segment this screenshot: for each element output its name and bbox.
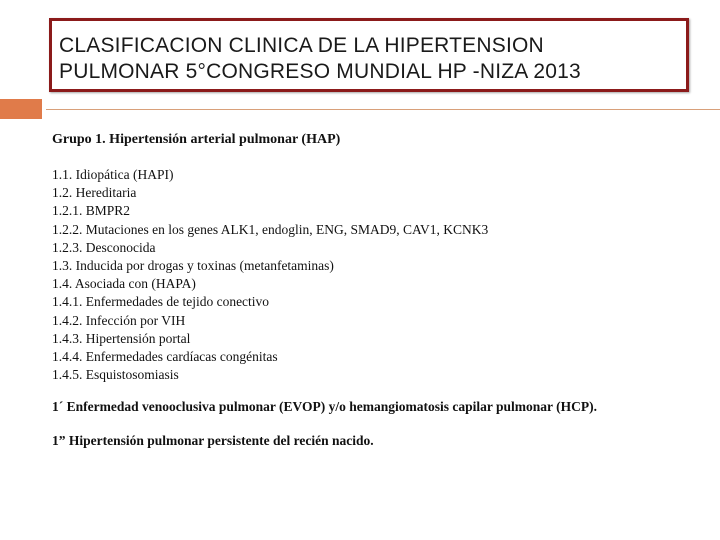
slide-title-box (49, 18, 689, 92)
list-item: 1.2.1. BMPR2 (52, 203, 131, 219)
hppn-item: 1” Hipertensión pulmonar persistente del recién nacido. (52, 433, 374, 449)
list-item: 1.1. Idiopática (HAPI) (52, 167, 174, 182)
slide-title-line-1: CLASIFICACION CLINICA DE LA HIPERTENSION (59, 34, 544, 57)
classification-list (52, 166, 712, 384)
evop-item: 1´ Enfermedad venooclusiva pulmonar (EVOP) y/o hemangiomatosis capilar pulmonar (HCP). (52, 399, 597, 415)
list-item: 1.4.3. Hipertensión portal (52, 330, 191, 346)
list-item: 1.2.3. Desconocida (52, 239, 156, 255)
list-item: 1.4.5. Esquistosomiasis (52, 367, 179, 383)
list-item: 1.3. Inducida por drogas y toxinas (metanfetaminas) (52, 257, 334, 273)
accent-block (0, 99, 42, 119)
slide-title (59, 33, 682, 85)
classification-content (52, 131, 712, 450)
list-item: 1.2. Hereditaria (52, 185, 137, 201)
list-item: 1.4.2. Infección por VIH (52, 312, 186, 328)
list-item: 1.2.2. Mutaciones en los genes ALK1, endoglin, ENG, SMAD9, CAV1, KCNK3 (52, 221, 489, 237)
list-item: 1.4.1. Enfermedades de tejido conectivo (52, 294, 270, 310)
title-divider (46, 109, 720, 110)
list-item: 1.4. Asociada con (HAPA) (52, 276, 196, 292)
list-item: 1.4.4. Enfermedades cardíacas congénitas (52, 348, 278, 364)
slide-title-line-2: PULMONAR 5°CONGRESO MUNDIAL HP -NIZA 2013 (59, 60, 581, 83)
group-title: Grupo 1. Hipertensión arterial pulmonar (HAP) (52, 132, 341, 147)
